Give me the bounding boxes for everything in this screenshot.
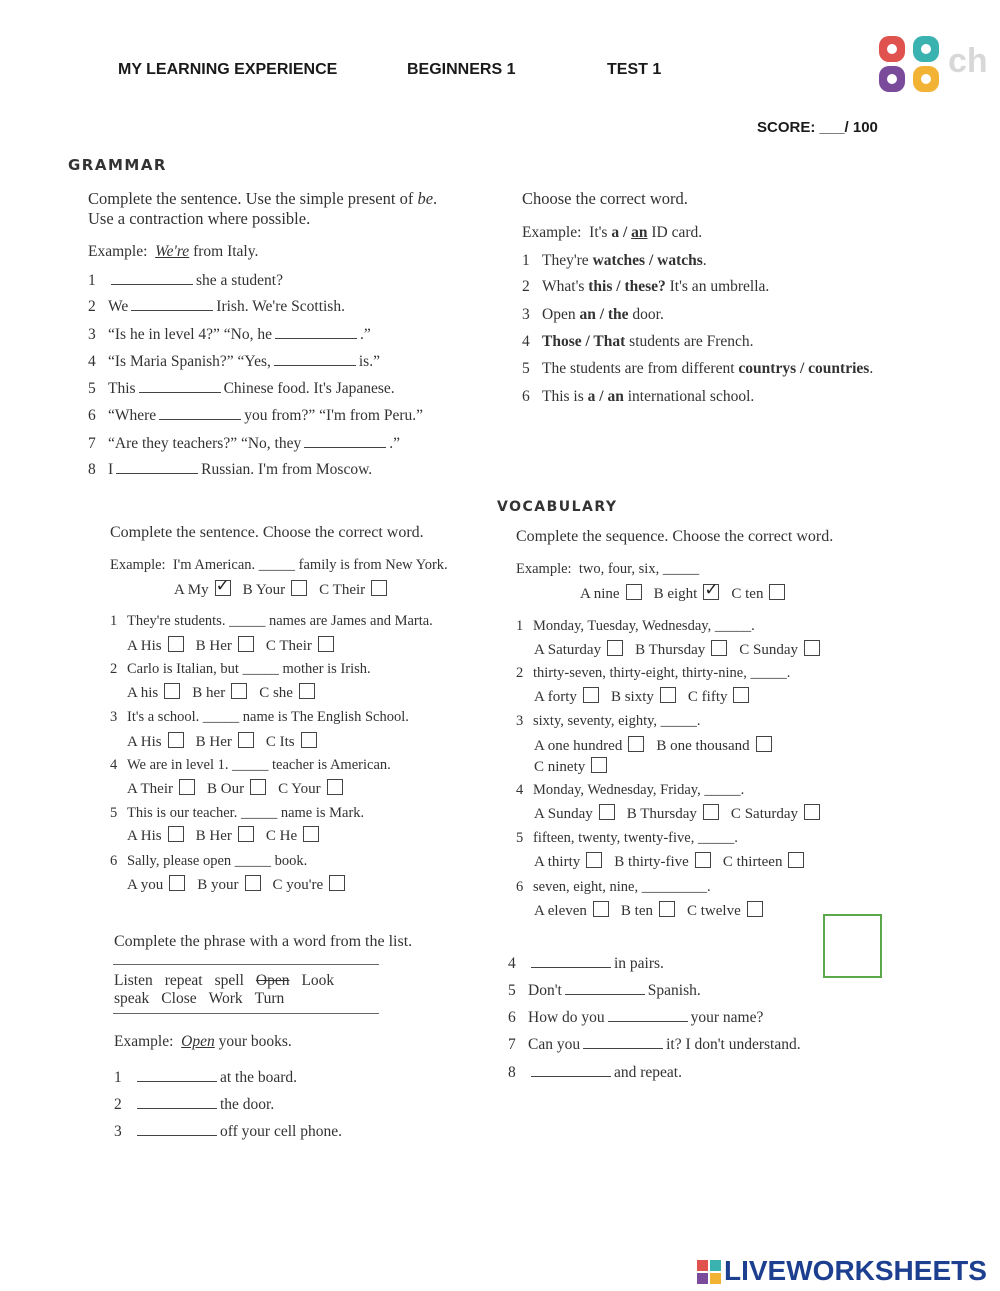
checkbox[interactable]: [179, 779, 195, 795]
checkbox[interactable]: [626, 584, 642, 600]
checkbox[interactable]: [756, 736, 772, 752]
grammar-p3-options-1: A His B Her C Their: [127, 636, 346, 655]
checkbox[interactable]: [804, 804, 820, 820]
vocab-part1-instruction: Complete the sequence. Choose the correct word.: [516, 528, 834, 545]
grammar-p2-item-2: 2 What's this / these? It's an umbrella.: [522, 278, 770, 295]
checkbox[interactable]: [583, 687, 599, 703]
grammar-part1-instruction: Complete the sentence. Use the simple present of be. Use a contraction where possible.: [88, 189, 438, 228]
answer-blank[interactable]: [275, 325, 357, 339]
grammar-p3-options-6: A you B your C you're: [127, 875, 357, 894]
checkbox[interactable]: [245, 875, 261, 891]
grammar-heading: GRAMMAR: [68, 156, 167, 174]
vocab-p1-item-5: 5 fifteen, twenty, twenty-five, _____.: [516, 830, 738, 846]
grammar-p3-options-2: A his B her C she: [127, 683, 327, 702]
vocab-p1-options-5: A thirty B thirty-five C thirteen: [534, 852, 816, 871]
logo-text: ch: [948, 42, 988, 80]
checkbox[interactable]: [299, 683, 315, 699]
answer-blank[interactable]: [565, 981, 645, 995]
grammar-p2-item-3: 3 Open an / the door.: [522, 306, 664, 323]
checkbox[interactable]: [168, 826, 184, 842]
grammar-p3-item-6: 6 Sally, please open _____ book.: [110, 853, 308, 869]
vocab-p2-item-5: 5 Don't Spanish.: [508, 982, 701, 999]
vocab-p2-example: Example: Open your books.: [114, 1033, 292, 1050]
checkbox[interactable]: [168, 732, 184, 748]
answer-blank[interactable]: [111, 271, 193, 285]
checkbox[interactable]: [586, 852, 602, 868]
vocab-p1-options-6: A eleven B ten C twelve: [534, 901, 775, 920]
score-label: SCORE: ___/ 100: [757, 119, 878, 136]
wordlist-top-rule: [113, 964, 379, 965]
vocab-p1-options-3a: A one hundred B one thousand: [534, 736, 784, 755]
checkbox[interactable]: [628, 736, 644, 752]
grammar-p3-item-1: 1 They're students. _____ names are James and Marta.: [110, 613, 433, 629]
vocab-p1-options-4: A Sunday B Thursday C Saturday: [534, 804, 832, 823]
checkbox-checked[interactable]: [215, 580, 231, 596]
grammar-p1-item-3: 3 “Is he in level 4?” “No, he .”: [88, 326, 371, 343]
grammar-p2-item-6: 6 This is a / an international school.: [522, 388, 755, 405]
grammar-p2-item-4: 4 Those / That students are French.: [522, 333, 754, 350]
vocab-p2-item-7: 7 Can you it? I don't understand.: [508, 1036, 801, 1053]
liveworksheets-mark-icon: [697, 1260, 721, 1284]
word-choice[interactable]: watches / watchs: [592, 252, 703, 269]
answer-blank[interactable]: [116, 460, 198, 474]
word-choice[interactable]: this / these?: [588, 278, 666, 295]
grammar-part1-example: Example: We're from Italy.: [88, 243, 259, 260]
checkbox[interactable]: [711, 640, 727, 656]
checkbox[interactable]: [318, 636, 334, 652]
checkbox[interactable]: [168, 636, 184, 652]
vocab-p1-options-2: A forty B sixty C fifty: [534, 687, 761, 706]
vocab-p1-options-1: A Saturday B Thursday C Sunday: [534, 640, 832, 659]
checkbox[interactable]: [599, 804, 615, 820]
answer-blank[interactable]: [131, 297, 213, 311]
grammar-p1-item-1: 1 she a student?: [88, 272, 283, 289]
logo: [876, 34, 1000, 96]
test-label: TEST 1: [607, 61, 662, 78]
vocab-p1-example: Example: two, four, six, _____: [516, 561, 700, 577]
checkbox[interactable]: [231, 683, 247, 699]
vocabulary-heading: VOCABULARY: [497, 499, 618, 515]
answer-blank[interactable]: [531, 954, 611, 968]
checkbox[interactable]: [593, 901, 609, 917]
grammar-p1-item-5: 5 This Chinese food. It's Japanese.: [88, 380, 395, 397]
grammar-p2-item-5: 5 The students are from different countrys / countries.: [522, 360, 874, 377]
checkbox[interactable]: [660, 687, 676, 703]
grammar-p3-options-4: A Their B Our C Your: [127, 779, 355, 798]
checkbox[interactable]: [238, 636, 254, 652]
answer-blank[interactable]: [608, 1008, 688, 1022]
vocab-p1-item-2: 2 thirty-seven, thirty-eight, thirty-nine, _____.: [516, 665, 791, 681]
checkbox[interactable]: [788, 852, 804, 868]
grammar-p3-item-3: 3 It's a school. _____ name is The English School.: [110, 709, 409, 725]
checkbox[interactable]: [695, 852, 711, 868]
checkbox[interactable]: [804, 640, 820, 656]
checkbox[interactable]: [747, 901, 763, 917]
word-choice[interactable]: an / the: [579, 306, 629, 323]
grammar-p1-item-4: 4 “Is Maria Spanish?” “Yes, is.”: [88, 353, 380, 370]
vocab-p2-item-1: 1 at the board.: [114, 1069, 298, 1086]
checkbox[interactable]: [703, 804, 719, 820]
grammar-p1-item-7: 7 “Are they teachers?” “No, they .”: [88, 435, 400, 452]
answer-blank[interactable]: [531, 1063, 611, 1077]
checkbox[interactable]: [164, 683, 180, 699]
vocab-p1-options-3b: C ninety: [534, 757, 619, 776]
grammar-p3-example-options: A My✓ B Your C Their: [174, 580, 399, 599]
word-choice[interactable]: countrys / countries: [738, 360, 870, 377]
grammar-p1-item-6: 6 “Where you from?” “I'm from Peru.”: [88, 407, 424, 424]
checkbox[interactable]: [291, 580, 307, 596]
checkbox[interactable]: [371, 580, 387, 596]
checkbox[interactable]: [301, 732, 317, 748]
level-label: BEGINNERS 1: [407, 61, 516, 78]
grammar-p2-item-1: 1 They're watches / watchs.: [522, 252, 707, 269]
checkbox[interactable]: [238, 732, 254, 748]
doc-title: MY LEARNING EXPERIENCE: [118, 61, 338, 78]
vocab-p1-item-3: 3 sixty, seventy, eighty, _____.: [516, 713, 701, 729]
answer-blank[interactable]: [137, 1122, 217, 1136]
vocab-p2-item-4: 4 in pairs.: [508, 955, 664, 972]
vocab-p1-item-1: 1 Monday, Tuesday, Wednesday, _____.: [516, 618, 755, 634]
grammar-part3-instruction: Complete the sentence. Choose the correct word.: [110, 524, 424, 541]
grammar-p3-item-2: 2 Carlo is Italian, but _____ mother is Irish.: [110, 661, 371, 677]
answer-blank[interactable]: [583, 1035, 663, 1049]
checkbox[interactable]: [591, 757, 607, 773]
checkbox[interactable]: [303, 826, 319, 842]
vocab-p2-item-2: 2 the door.: [114, 1096, 275, 1113]
vocab-p1-example-options: A nine B eight✓ C ten: [580, 584, 797, 603]
wordlist-row-2: speak Close Work Turn: [114, 990, 285, 1007]
word-choice[interactable]: Those / That: [542, 333, 626, 350]
checkbox[interactable]: [769, 584, 785, 600]
grammar-p1-item-8: 8 I Russian. I'm from Moscow.: [88, 461, 373, 478]
vocab-part2-instruction: Complete the phrase with a word from the list.: [114, 933, 413, 950]
vocab-p2-item-3: 3 off your cell phone.: [114, 1123, 342, 1140]
answer-drop-box[interactable]: [823, 914, 882, 978]
vocab-p2-item-8: 8 and repeat.: [508, 1064, 682, 1081]
grammar-p3-example: Example: I'm American. _____ family is from New York.: [110, 557, 448, 573]
grammar-p3-item-5: 5 This is our teacher. _____ name is Mark.: [110, 805, 365, 821]
vocab-p1-item-6: 6 seven, eight, nine, _________.: [516, 879, 711, 895]
grammar-part2-instruction: Choose the correct word.: [522, 189, 688, 208]
grammar-p3-options-3: A His B Her C Its: [127, 732, 329, 751]
checkbox[interactable]: [607, 640, 623, 656]
wordlist-bottom-rule: [113, 1013, 379, 1014]
brand-text: LIVEWORKSHEETS: [724, 1255, 987, 1286]
answer-blank[interactable]: [159, 406, 241, 420]
answer-blank[interactable]: [137, 1068, 217, 1082]
checkbox[interactable]: [238, 826, 254, 842]
checkbox[interactable]: [659, 901, 675, 917]
wordlist-row-1: Listen repeat spell Open Look: [114, 972, 335, 989]
checkbox[interactable]: [169, 875, 185, 891]
checkbox[interactable]: [250, 779, 266, 795]
answer-blank[interactable]: [139, 379, 221, 393]
checkbox[interactable]: [329, 875, 345, 891]
answer-blank[interactable]: [304, 434, 386, 448]
grammar-p3-item-4: 4 We are in level 1. _____ teacher is American.: [110, 757, 391, 773]
grammar-p1-item-2: 2 We Irish. We're Scottish.: [88, 298, 345, 315]
word-choice[interactable]: a / an: [587, 388, 624, 405]
checkbox-checked[interactable]: [703, 584, 719, 600]
answer-blank[interactable]: [137, 1095, 217, 1109]
vocab-p1-item-4: 4 Monday, Wednesday, Friday, _____.: [516, 782, 745, 798]
grammar-part2-example: Example: It's a / an ID card.: [522, 224, 703, 241]
checkbox[interactable]: [733, 687, 749, 703]
checkbox[interactable]: [327, 779, 343, 795]
answer-blank[interactable]: [274, 352, 356, 366]
grammar-p3-options-5: A His B Her C He: [127, 826, 331, 845]
vocab-p2-item-6: 6 How do you your name?: [508, 1009, 764, 1026]
